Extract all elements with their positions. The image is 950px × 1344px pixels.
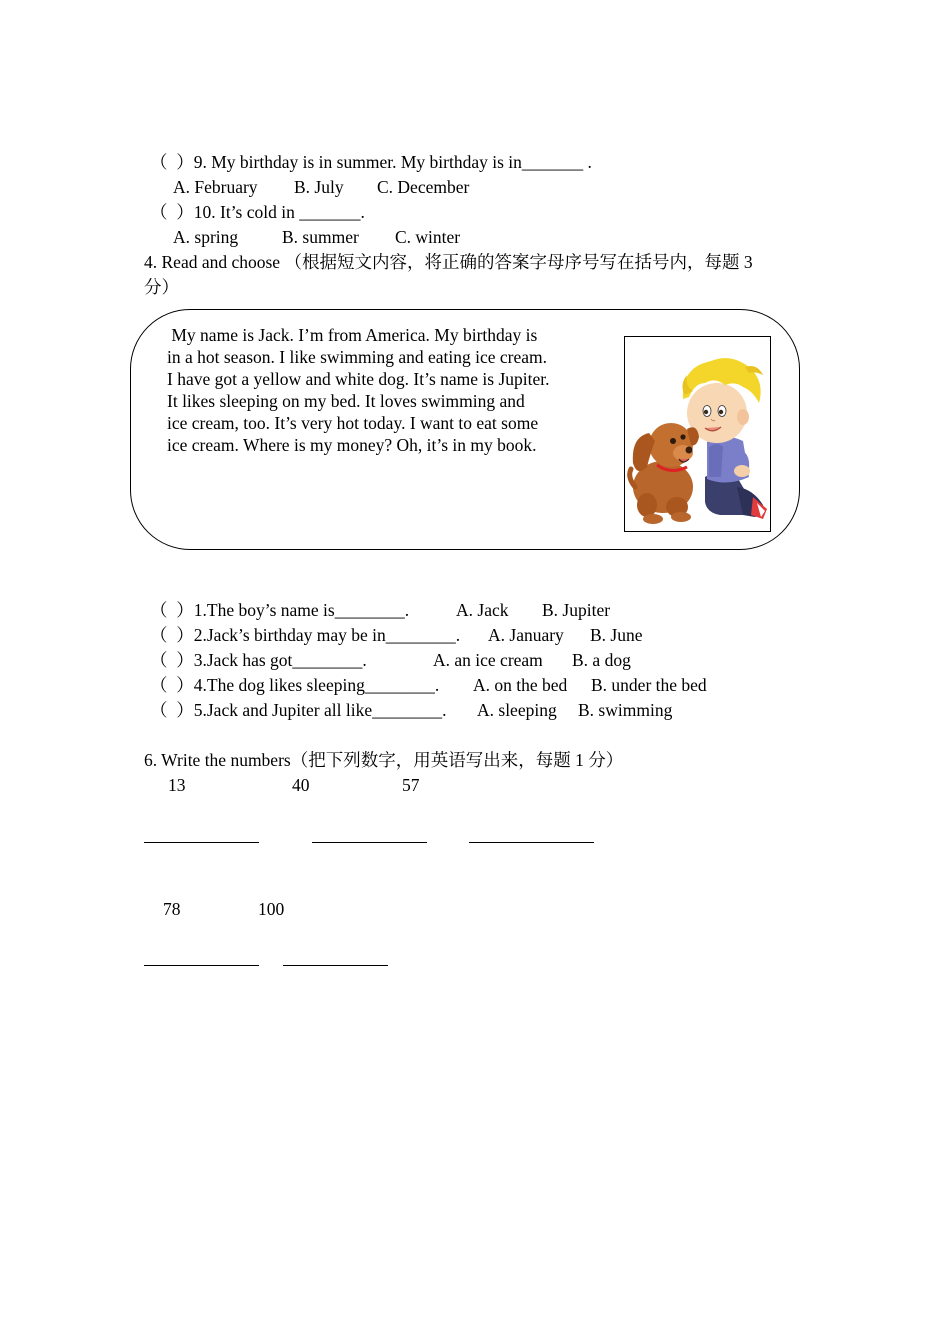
section4-title: 4. Read and choose （根据短文内容，将正确的答案字母序号写在括号内，每题 3: [144, 252, 753, 272]
rc-q1-stem: （ ）1.The boy’s name is________.: [150, 600, 410, 620]
rc-q4-option-a: A. on the bed: [473, 675, 568, 695]
boy-and-dog-picture: [624, 336, 771, 532]
q9-stem: （ ）9. My birthday is in summer. My birthday is in_______ .: [150, 152, 592, 172]
rc-q4-stem: （ ）4.The dog likes sleeping________.: [150, 675, 440, 695]
story-line: ice cream, too. It’s very hot today. I want to eat some: [167, 413, 539, 433]
rc-q1-option-a: A. Jack: [456, 600, 509, 620]
story-passage: [167, 324, 550, 456]
section6-title: 6. Write the numbers（把下列数字，用英语写出来，每题 1 分）: [144, 750, 624, 770]
answer-blank[interactable]: [144, 965, 259, 966]
number-13: 13: [168, 775, 186, 795]
answer-blank[interactable]: [469, 842, 594, 843]
story-line: My name is Jack. I’m from America. My birthday is: [167, 325, 538, 345]
q10-stem: （ ）10. It’s cold in _______.: [150, 202, 365, 222]
rc-q5-stem: （ ）5.Jack and Jupiter all like________.: [150, 700, 447, 720]
rc-q4-option-b: B. under the bed: [591, 675, 707, 695]
number-100: 100: [258, 899, 285, 919]
rc-q1-option-b: B. Jupiter: [542, 600, 611, 620]
number-57: 57: [402, 775, 420, 795]
story-line: in a hot season. I like swimming and eating ice cream.: [167, 347, 548, 367]
q10-option-b: B. summer: [282, 227, 359, 247]
rc-q5-option-b: B. swimming: [578, 700, 673, 720]
q10-option-a: A. spring: [173, 227, 239, 247]
answer-blank[interactable]: [312, 842, 427, 843]
rc-q3-option-b: B. a dog: [572, 650, 631, 670]
rc-q3-stem: （ ）3.Jack has got________.: [150, 650, 367, 670]
number-78: 78: [163, 899, 181, 919]
rc-q5-option-a: A. sleeping: [477, 700, 557, 720]
rc-q3-option-a: A. an ice cream: [433, 650, 543, 670]
section4-title-cont: 分）: [144, 277, 179, 297]
q9-option-a: A. February: [173, 177, 258, 197]
q10-option-c: C. winter: [395, 227, 461, 247]
answer-blank[interactable]: [144, 842, 259, 843]
rc-q2-stem: （ ）2.Jack’s birthday may be in________.: [150, 625, 461, 645]
q9-option-c: C. December: [377, 177, 470, 197]
story-line: It likes sleeping on my bed. It loves swimming and: [167, 391, 525, 411]
number-40: 40: [292, 775, 310, 795]
rc-q2-option-b: B. June: [590, 625, 643, 645]
answer-blank[interactable]: [283, 965, 388, 966]
boy-and-dog-illustration: [625, 337, 770, 531]
story-line: I have got a yellow and white dog. It’s name is Jupiter.: [167, 369, 550, 389]
story-line: ice cream. Where is my money? Oh, it’s in my book.: [167, 435, 537, 455]
rc-q2-option-a: A. January: [488, 625, 564, 645]
q9-option-b: B. July: [294, 177, 344, 197]
